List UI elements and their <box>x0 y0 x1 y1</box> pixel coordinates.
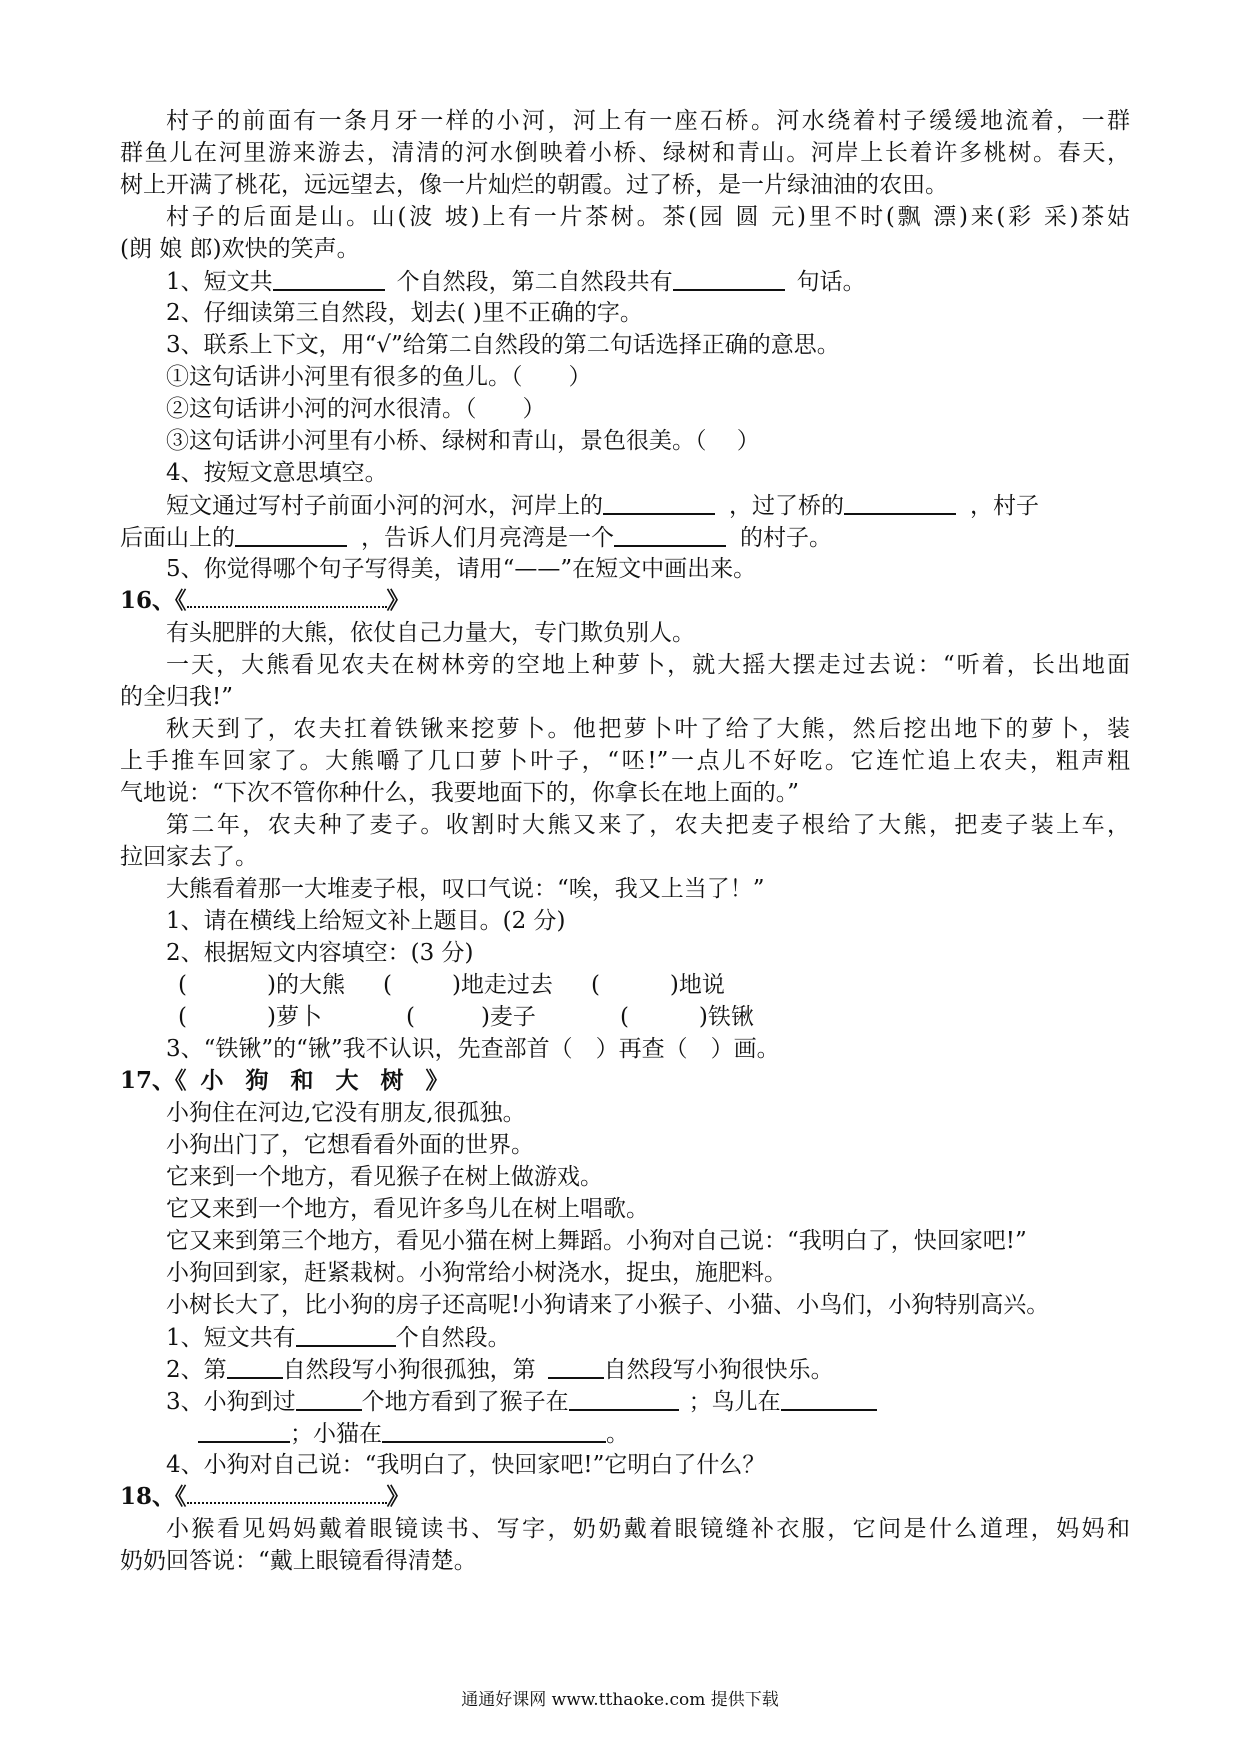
passage17-question-3-line2 <box>198 1417 1098 1449</box>
q3-text-a: 3、小狗到过 <box>166 1389 296 1415</box>
passage16-title-blank[interactable] <box>187 588 387 608</box>
passage17-para-7: 小树长大了，比小狗的房子还高呢!小狗请来了小猴子、小猫、小鸟们，小狗特别高兴。 <box>166 1292 1050 1318</box>
paren-open: ( <box>405 1004 415 1030</box>
p17-q3-blank-bird-b[interactable] <box>198 1417 290 1443</box>
passage17-para-2: 小狗出门了，它想看看外面的世界。 <box>166 1132 534 1158</box>
passage16-para-4-line1: 第二年，农夫种了麦子。收割时大熊又来了，农夫把麦子根给了大熊，把麦子装上车， <box>166 812 1130 838</box>
passage15-question-4: 4、按短文意思填空。 <box>166 460 388 486</box>
q3-option-3: ③这句话讲小河里有小桥、绿树和青山，景色很美。（ ） <box>166 428 760 454</box>
q4-text-b: ，过了桥的 <box>729 493 844 519</box>
q3-text-b: 个地方看到了猴子在 <box>361 1389 569 1415</box>
p17-q2-blank-1[interactable] <box>227 1353 283 1379</box>
q4-blank-3[interactable] <box>235 521 347 547</box>
passage16-number: 16、 <box>120 587 176 614</box>
q4-fill-line1 <box>166 489 1130 521</box>
paren-open: ( <box>382 972 392 998</box>
passage16-question-1: 1、请在横线上给短文补上题目。(2 分) <box>166 908 566 934</box>
q1-blank-sentence-count[interactable] <box>673 265 785 291</box>
passage15-p1-line1: 村子的前面有一条月牙一样的小河，河上有一座石桥。河水绕着村子缓缓地流着，一群 <box>166 108 1130 134</box>
q3-text-d: ；小猫在 <box>290 1421 382 1447</box>
passage15-p1-line3: 树上开满了桃花，远远望去，像一片灿烂的朝霞。过了桥，是一片绿油油的农田。 <box>120 172 948 198</box>
fill-label: )地走过去 <box>451 972 553 998</box>
q3-option-1: ①这句话讲小河里有很多的鱼儿。（ ） <box>166 364 592 390</box>
q4-text-d: 后面山上的 <box>120 525 235 551</box>
passage17-para-3: 它来到一个地方，看见猴子在树上做游戏。 <box>166 1164 603 1190</box>
p17-q2-blank-2[interactable] <box>548 1353 604 1379</box>
q1-text-b: 个自然段，第二自然段共有 <box>396 269 673 295</box>
title-close-bracket: 》 <box>386 587 410 614</box>
passage16-para-2-line2: 的全归我!” <box>120 684 234 710</box>
passage15-question-5: 5、你觉得哪个句子写得美，请用“——”在短文中画出来。 <box>166 556 757 582</box>
q2-fill-row-1 <box>178 969 878 1001</box>
q1-text-a: 1、短文共有 <box>166 1325 296 1351</box>
passage17-para-5: 它又来到第三个地方，看见小猫在树上舞蹈。小狗对自己说：“我明白了，快回家吧!” <box>166 1228 1027 1254</box>
q4-text-f: 的村子。 <box>740 525 832 551</box>
p17-q3-blank-count[interactable] <box>296 1385 362 1411</box>
title-open-bracket: 《 <box>175 1067 187 1094</box>
title-close-bracket: 》 <box>386 1483 410 1510</box>
passage17-para-6: 小狗回到家，赶紧栽树。小狗常给小树浇水，捉虫，施肥料。 <box>166 1260 787 1286</box>
q1-text-b: 个自然段。 <box>395 1325 511 1351</box>
p17-q3-blank-monkey[interactable] <box>569 1385 679 1411</box>
fill-label: )麦子 <box>480 1004 536 1030</box>
p17-q3-blank-bird-a[interactable] <box>781 1385 877 1411</box>
passage16-heading <box>120 585 1130 617</box>
passage18-heading <box>120 1481 1130 1513</box>
q2-fill-row-2 <box>178 1001 878 1033</box>
passage16-para-4-line2: 拉回家去了。 <box>120 844 258 870</box>
passage15-question-1 <box>166 265 1130 297</box>
q2-text-c: 自然段写小狗很快乐。 <box>603 1357 834 1383</box>
passage17-number: 17、 <box>120 1067 176 1094</box>
q4-blank-2[interactable] <box>844 489 956 515</box>
paren-open: ( <box>619 1004 629 1030</box>
q4-fill-line2 <box>120 521 1130 553</box>
passage18-number: 18、 <box>120 1483 176 1510</box>
paren-open: ( <box>590 972 600 998</box>
passage16-question-2: 2、根据短文内容填空：(3 分) <box>166 940 474 966</box>
q1-text-a: 1、短文共 <box>166 269 273 295</box>
paren-open: ( <box>178 1004 187 1030</box>
passage17-heading <box>120 1065 1130 1097</box>
passage17-question-2 <box>166 1353 1130 1385</box>
passage16-para-3-line2: 上手推车回家了。大熊嚼了几口萝卜叶子，“呸!”一点儿不好吃。它连忙追上农夫，粗声粗 <box>120 748 1130 774</box>
passage15-p1-line2: 群鱼儿在河里游来游去，清清的河水倒映着小桥、绿树和青山。河岸上长着许多桃树。春天， <box>120 140 1130 166</box>
q2-text-a: 2、第 <box>166 1357 227 1383</box>
passage15-p2-line1: 村子的后面是山。山(波 坡)上有一片茶树。茶(园 圆 元)里不时(飘 漂)来(彩 采)茶姑 <box>166 204 1130 230</box>
fill-label: )的大熊 <box>266 972 345 998</box>
passage18-para-1-line2: 奶奶回答说：“戴上眼镜看得清楚。 <box>120 1548 477 1574</box>
passage17-para-4: 它又来到一个地方，看见许多鸟儿在树上唱歌。 <box>166 1196 649 1222</box>
passage17-question-3-line1 <box>166 1385 1130 1417</box>
p17-q3-blank-cat[interactable] <box>382 1417 606 1443</box>
passage17-question-1 <box>166 1321 1130 1353</box>
q3-text-c: ；鸟儿在 <box>688 1389 781 1415</box>
p17-q1-blank[interactable] <box>296 1321 396 1347</box>
passage17-title: 小狗和大树 <box>200 1067 426 1094</box>
passage17-question-4: 4、小狗对自己说：“我明白了，快回家吧!”它明白了什么？ <box>166 1452 766 1478</box>
fill-label: )铁锹 <box>698 1004 754 1030</box>
passage16-para-3-line3: 气地说：“下次不管你种什么，我要地面下的，你拿长在地上面的。” <box>120 780 800 806</box>
title-open-bracket: 《 <box>175 587 187 614</box>
q1-blank-paragraph-count[interactable] <box>273 265 385 291</box>
passage15-question-3: 3、联系上下文，用“√”给第二自然段的第二句话选择正确的意思。 <box>166 332 840 358</box>
passage16-para-1: 有头肥胖的大熊，依仗自己力量大，专门欺负别人。 <box>166 620 695 646</box>
title-close-bracket: 》 <box>425 1067 449 1094</box>
q1-text-c: 句话。 <box>796 269 866 295</box>
passage16-para-2-line1: 一天，大熊看见农夫在树林旁的空地上种萝卜，就大摇大摆走过去说：“听着，长出地面 <box>166 652 1130 678</box>
q4-text-e: ，告诉人们月亮湾是一个 <box>361 525 614 551</box>
passage18-para-1-line1: 小猴看见妈妈戴着眼镜读书、写字，奶奶戴着眼镜缝补衣服，它问是什么道理，妈妈和 <box>166 1516 1130 1542</box>
fill-label: )萝卜 <box>266 1004 322 1030</box>
q3-option-2: ②这句话讲小河的河水很清。（ ） <box>166 396 546 422</box>
q2-text-b: 自然段写小狗很孤独，第 <box>282 1357 536 1383</box>
passage16-para-3-line1: 秋天到了，农夫扛着铁锹来挖萝卜。他把萝卜叶了给了大熊，然后挖出地下的萝卜，装 <box>166 716 1130 742</box>
passage17-para-1: 小狗住在河边,它没有朋友,很孤独。 <box>166 1100 526 1126</box>
paren-open: ( <box>178 972 187 998</box>
fill-label: )地说 <box>669 972 725 998</box>
title-open-bracket: 《 <box>175 1483 187 1510</box>
q4-blank-1[interactable] <box>603 489 715 515</box>
passage18-title-blank[interactable] <box>187 1484 387 1504</box>
passage16-question-3: 3、“铁锹”的“锹”我不认识，先查部首（ ）再查（ ）画。 <box>166 1036 780 1062</box>
q3-text-e: 。 <box>606 1421 629 1447</box>
passage16-para-5: 大熊看着那一大堆麦子根，叹口气说：“唉，我又上当了！” <box>166 876 765 902</box>
passage15-p2-line2: (朗 娘 郎)欢快的笑声。 <box>120 236 360 262</box>
q4-text-c: ，村子 <box>970 493 1039 519</box>
passage15-question-2: 2、仔细读第三自然段，划去( )里不正确的字。 <box>166 300 643 326</box>
q4-text-a: 短文通过写村子前面小河的河水，河岸上的 <box>166 493 603 519</box>
q4-blank-4[interactable] <box>614 521 726 547</box>
page-footer: 通通好课网 www.tthaoke.com 提供下载 <box>461 1690 779 1710</box>
